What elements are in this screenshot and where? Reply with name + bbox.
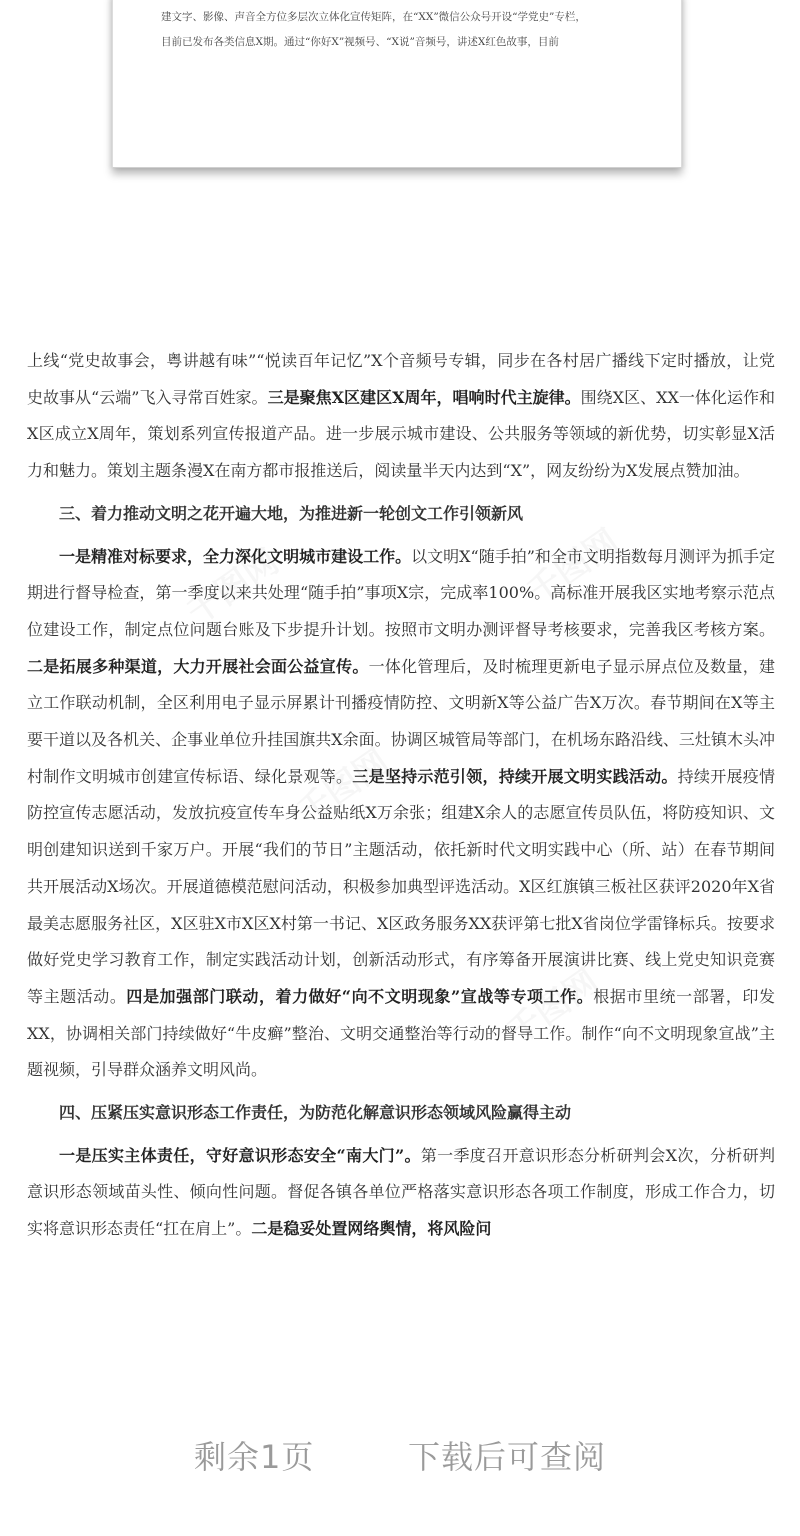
- text-run: 围绕X区、XX一体化运作和X区成立X周年，策划系列宣传报道产品。进一步展示城市建设、公共服务等领域的新优势，切实彰显X活力和魅力。策划主题条漫X在南方都市报推送后，阅读量半天内达到“X”，网友纷纷为X发展点赞加油。: [27, 387, 775, 481]
- text-run: 第一季度召开意识形态分析研判会X次，分析研判意识形态领域苗头性、倾向性问题。督促各镇各单位严格落实意识形态各项工作制度，形成工作合力，切实将意识形态责任“扛在肩上”。: [27, 1145, 775, 1239]
- paragraph-civilization: [27, 539, 775, 1090]
- section-heading-3: 三、着力推动文明之花开遍大地，为推进新一轮创文工作引领新风: [59, 503, 524, 523]
- remaining-pages-label: 剩余1页: [194, 1438, 315, 1476]
- preview-text-line-1: 建文字、影像、声音全方位多层次立体化宣传矩阵，在“XX”微信公众号开设“学党史”专栏，: [161, 11, 586, 23]
- text-run: 上线“党史故事会，粤讲越有味”“悦读百年记忆”X个音频号专辑，同步在各村居广播线下定时播放，让党史故事从“云端”飞入寻常百姓家。: [27, 351, 775, 407]
- bold-run: 四是加强部门联动，着力做好“向不文明现象”宣战等专项工作。: [126, 986, 594, 1006]
- paragraph-continuation: [27, 343, 775, 490]
- bold-run: 二是稳妥处置网络舆情，将风险问: [251, 1219, 492, 1239]
- bold-run: 一是压实主体责任，守好意识形态安全“南大门”。: [59, 1145, 421, 1165]
- bold-run: 三是聚焦X区建区X周年，唱响时代主旋律。: [267, 387, 581, 407]
- bold-run: 二是拓展多种渠道，大力开展社会面公益宣传。: [27, 656, 369, 676]
- download-hint-label: 下载后可查阅: [407, 1438, 606, 1476]
- text-run: 根据市里统一部署，印发XX，协调相关部门持续做好“牛皮癣”整治、文明交通整治等行动的督导工作。制作“向不文明现象宣战”主题视频，引导群众涵养文明风尚。: [27, 986, 775, 1080]
- bold-run: 三是坚持示范引领，持续开展文明实践活动。: [352, 766, 678, 786]
- bold-run: 一是精准对标要求，全力深化文明城市建设工作。: [59, 546, 412, 566]
- text-run: 持续开展疫情防控宣传志愿活动，发放抗疫宣传车身公益贴纸X万余张；组建X余人的志愿宣传员队伍，将防疫知识、文明创建知识送到千家万户。开展“我们的节日”主题活动，依托新时代文明实践中心（所、站）在春节期间共开展活动X场次。开展道德模范慰问活动，积极参加典型评选活动。X区红旗镇三板社区获评2020年X省最美志愿服务社区，X区驻X市X区X村第一书记、X区政务服务XX获评第七批X省岗位学雷锋标兵。按要求做好党史学习教育工作，制定实践活动计划，创新活动形式，有序筹备开展演讲比赛、线上党史知识竞赛等主题活动。: [27, 766, 775, 1006]
- section-heading-4: 四、压紧压实意识形态工作责任，为防范化解意识形态领域风险赢得主动: [59, 1103, 572, 1123]
- preview-page-card: [112, 0, 682, 168]
- paragraph-ideology: [27, 1138, 775, 1248]
- preview-text-line-2: 目前已发布各类信息X期。通过“你好X”视频号、“X说”音频号，讲述X红色故事，目前: [161, 36, 559, 48]
- document-body: [27, 343, 775, 1248]
- text-run: 以文明X“随手拍”和全市文明指数每月测评为抓手定期进行督导检查，第一季度以来共处理“随手拍”事项X宗，完成率100%。高标准开展我区实地考察示范点位建设工作，制定点位问题台账及下步提升计划。按照市文明办测评督导考核要求，完善我区考核方案。: [27, 546, 775, 639]
- text-run: 一体化管理后，及时梳理更新电子显示屏点位及数量，建立工作联动机制，全区利用电子显示屏累计刊播疫情防控、文明新X等公益广告X万次。春节期间在X等主要干道以及各机关、企事业单位升挂国旗共X余面。协调区城管局等部门，在机场东路沿线、三灶镇木头冲村制作文明城市创建宣传标语、绿化景观等。: [27, 656, 775, 786]
- remaining-pages-banner[interactable]: [0, 1432, 800, 1478]
